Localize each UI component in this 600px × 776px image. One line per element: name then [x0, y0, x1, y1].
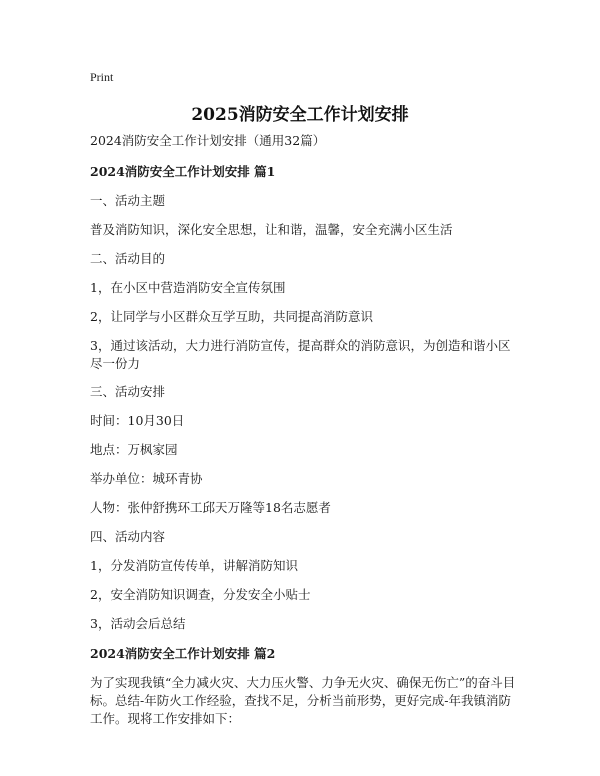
part1-line: 1，分发消防宣传传单，讲解消防知识 [90, 558, 298, 573]
part1-line: 举办单位：城环青协 [90, 471, 203, 486]
page-title: 2025消防安全工作计划安排 [191, 105, 409, 125]
document-subtitle: 2024消防安全工作计划安排（通用32篇） [90, 133, 326, 148]
part1-line: 2，让同学与小区群众互学互助，共同提高消防意识 [90, 309, 373, 324]
part1-line: 1，在小区中营造消防安全宣传氛围 [90, 280, 286, 295]
part1-line: 二、活动目的 [90, 251, 166, 266]
part1-line: 普及消防知识，深化安全思想，让和谐，温馨，安全充满小区生活 [90, 222, 453, 237]
part2-paragraph: 为了实现我镇“全力减火灾、大力压火警、力争无火灾、确保无伤亡”的奋斗目标。总结-年防火工作经验，查找不足，分析当前形势，更好完成-年我镇消防工作。现将工作安排如下： [90, 675, 516, 726]
part1-line: 一、活动主题 [90, 193, 166, 208]
part1-line: 3，活动会后总结 [90, 616, 186, 631]
part1-line: 四、活动内容 [90, 529, 166, 544]
document-body [90, 132, 520, 739]
part1-line: 地点：万枫家园 [90, 442, 178, 457]
section-heading-1: 2024消防安全工作计划安排 篇1 [90, 164, 276, 179]
print-label: Print [90, 70, 114, 84]
part1-line: 三、活动安排 [90, 384, 166, 399]
section-heading-2: 2024消防安全工作计划安排 篇2 [90, 646, 276, 661]
part1-line: 2，安全消防知识调查，分发安全小贴士 [90, 587, 311, 602]
part1-line: 3，通过该活动，大力进行消防宣传，提高群众的消防意识，为创造和谐小区尽一份力 [90, 338, 511, 371]
part1-line: 人物：张仲舒携环工邱天万隆等18名志愿者 [90, 500, 331, 515]
part1-line: 时间：10月30日 [90, 413, 185, 428]
